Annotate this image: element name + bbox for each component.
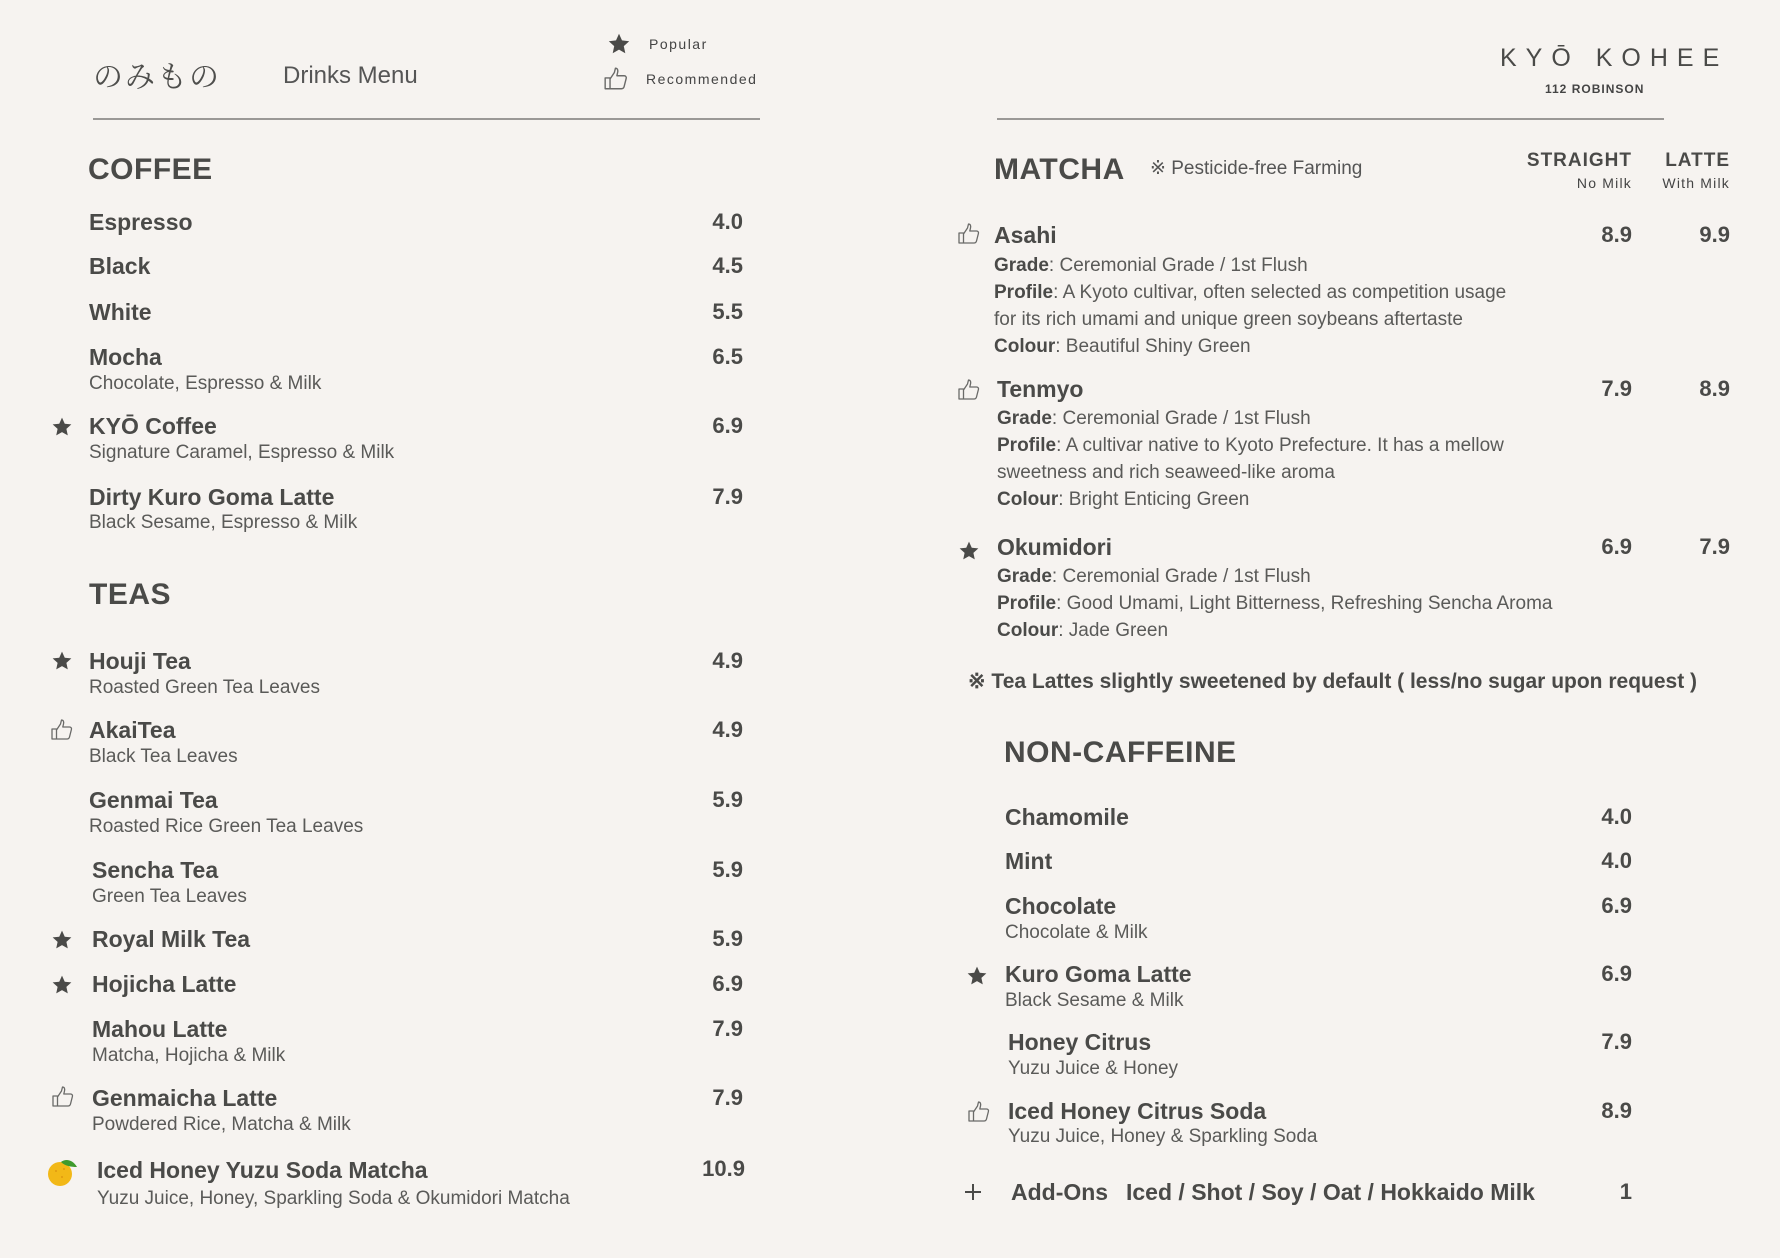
legend-popular <box>607 32 708 56</box>
tea-item-price: 10.9 <box>702 1156 745 1181</box>
tea-item-name: Genmaicha Latte <box>92 1085 278 1111</box>
tea-item-price: 5.9 <box>712 926 743 951</box>
star-icon <box>51 929 73 951</box>
thumbs-up-icon <box>967 1100 991 1124</box>
tea-item-desc: Powdered Rice, Matcha & Milk <box>92 1114 351 1135</box>
matcha-note: ※ Pesticide-free Farming <box>1150 158 1363 179</box>
tea-item-price: 5.9 <box>712 857 743 882</box>
noncaf-item-price: 6.9 <box>1601 893 1632 918</box>
tea-item-name: Iced Honey Yuzu Soda Matcha <box>97 1157 428 1183</box>
noncaf-item-name: Mint <box>1005 848 1053 874</box>
tea-item-name: Mahou Latte <box>92 1016 228 1042</box>
tea-item-price: 4.9 <box>712 648 743 673</box>
noncaf-item-desc: Yuzu Juice & Honey <box>1008 1058 1179 1079</box>
tea-item-desc: Roasted Rice Green Tea Leaves <box>89 816 364 837</box>
matcha-profile-cont: sweetness and rich seaweed-like aroma <box>997 462 1335 483</box>
section-title-coffee: COFFEE <box>88 153 213 186</box>
matcha-colour: Colour: Beautiful Shiny Green <box>994 336 1251 357</box>
tea-item-name: Houji Tea <box>89 648 191 674</box>
thumbs-up-icon <box>50 718 74 742</box>
star-icon <box>51 974 73 996</box>
coffee-item-price: 4.5 <box>712 253 743 278</box>
matcha-grade: Grade: Ceremonial Grade / 1st Flush <box>997 408 1311 429</box>
coffee-item-name: White <box>89 299 152 325</box>
plus-icon <box>964 1183 982 1201</box>
noncaf-item-desc: Black Sesame & Milk <box>1005 990 1184 1011</box>
noncaf-item-name: Honey Citrus <box>1008 1029 1152 1055</box>
tea-item-price: 5.9 <box>712 787 743 812</box>
star-icon <box>966 965 988 987</box>
coffee-item-name: Mocha <box>89 344 162 370</box>
matcha-price-latte: 9.9 <box>1699 222 1730 247</box>
coffee-item-name: Espresso <box>89 209 193 235</box>
brand-location: 112 ROBINSON <box>1545 82 1645 96</box>
japanese-title: のみもの <box>93 60 221 95</box>
thumbs-up-icon <box>51 1085 75 1109</box>
column-header-straight: STRAIGHT <box>1526 150 1632 171</box>
coffee-item-desc: Chocolate, Espresso & Milk <box>89 373 322 394</box>
column-sub-straight: No Milk <box>1576 175 1632 191</box>
coffee-item-price: 7.9 <box>712 484 743 509</box>
noncaf-item-name: Kuro Goma Latte <box>1005 961 1192 987</box>
legend-label: Recommended <box>646 71 758 87</box>
coffee-item-name: Dirty Kuro Goma Latte <box>89 484 335 510</box>
matcha-item-name: Asahi <box>994 222 1057 248</box>
coffee-item-name: Black <box>89 253 151 279</box>
section-title-matcha: MATCHA <box>994 153 1125 186</box>
header-divider-left <box>93 118 760 120</box>
matcha-item-name: Okumidori <box>997 534 1113 560</box>
coffee-item-price: 6.5 <box>712 344 743 369</box>
column-header-latte: LATTE <box>1665 150 1730 171</box>
star-icon <box>958 540 980 562</box>
noncaf-item-price: 8.9 <box>1601 1098 1632 1123</box>
tea-item-name: Sencha Tea <box>92 857 219 883</box>
tea-item-price: 7.9 <box>712 1085 743 1110</box>
matcha-profile: Profile: A Kyoto cultivar, often selected as competition usage <box>994 282 1507 303</box>
noncaf-item-price: 6.9 <box>1601 961 1632 986</box>
matcha-grade: Grade: Ceremonial Grade / 1st Flush <box>997 566 1311 587</box>
coffee-item-desc: Black Sesame, Espresso & Milk <box>89 512 358 533</box>
coffee-item-name: KYŌ Coffee <box>89 413 217 439</box>
matcha-price-straight: 8.9 <box>1601 222 1632 247</box>
noncaf-item-desc: Chocolate & Milk <box>1005 922 1148 943</box>
matcha-profile-cont: for its rich umami and unique green soybeans aftertaste <box>994 309 1463 330</box>
matcha-colour: Colour: Jade Green <box>997 620 1169 641</box>
tea-item-name: Hojicha Latte <box>92 971 237 997</box>
coffee-item-price: 6.9 <box>712 413 743 438</box>
thumbs-up-icon <box>603 66 629 92</box>
latte-sweetness-note: ※ Tea Lattes slightly sweetened by default ( less/no sugar upon request ) <box>968 670 1698 693</box>
star-icon <box>51 650 73 672</box>
star-icon <box>51 416 73 438</box>
noncaf-item-price: 4.0 <box>1601 804 1632 829</box>
legend-label: Popular <box>649 36 708 52</box>
tea-item-desc: Roasted Green Tea Leaves <box>89 677 320 698</box>
section-title-teas: TEAS <box>89 578 172 611</box>
tea-item-price: 7.9 <box>712 1016 743 1041</box>
tea-item-desc: Green Tea Leaves <box>92 886 247 907</box>
tea-item-price: 4.9 <box>712 717 743 742</box>
tea-item-price: 6.9 <box>712 971 743 996</box>
noncaf-item-name: Iced Honey Citrus Soda <box>1008 1098 1267 1124</box>
menu-subtitle: Drinks Menu <box>283 62 418 89</box>
column-sub-latte: With Milk <box>1662 175 1730 191</box>
coffee-item-desc: Signature Caramel, Espresso & Milk <box>89 442 395 463</box>
thumbs-up-icon <box>957 222 981 246</box>
addons-options: Iced / Shot / Soy / Oat / Hokkaido Milk <box>1126 1179 1535 1205</box>
header-divider-right <box>997 118 1664 120</box>
noncaf-item-name: Chamomile <box>1005 804 1129 830</box>
tea-item-desc: Yuzu Juice, Honey, Sparkling Soda & Okumidori Matcha <box>97 1188 570 1209</box>
matcha-price-straight: 7.9 <box>1601 376 1632 401</box>
matcha-grade: Grade: Ceremonial Grade / 1st Flush <box>994 255 1308 276</box>
coffee-item-price: 4.0 <box>712 209 743 234</box>
matcha-colour: Colour: Bright Enticing Green <box>997 489 1250 510</box>
noncaf-item-name: Chocolate <box>1005 893 1117 919</box>
tea-item-name: Genmai Tea <box>89 787 218 813</box>
tea-item-name: Royal Milk Tea <box>92 926 251 952</box>
coffee-item-price: 5.5 <box>712 299 743 324</box>
matcha-profile: Profile: Good Umami, Light Bitterness, Refreshing Sencha Aroma <box>997 593 1553 614</box>
noncaf-item-price: 4.0 <box>1601 848 1632 873</box>
matcha-item-name: Tenmyo <box>997 376 1084 402</box>
tea-item-desc: Black Tea Leaves <box>89 746 238 767</box>
matcha-price-straight: 6.9 <box>1601 534 1632 559</box>
matcha-profile: Profile: A cultivar native to Kyoto Prefecture. It has a mellow <box>997 435 1504 456</box>
noncaf-item-desc: Yuzu Juice, Honey & Sparkling Soda <box>1008 1126 1318 1147</box>
brand-name: KYŌ KOHEE <box>1500 44 1729 72</box>
tea-item-name: AkaiTea <box>89 717 176 743</box>
addons-price: 1 <box>1619 1179 1632 1204</box>
star-icon <box>607 32 631 56</box>
section-title-non-caffeine: NON-CAFFEINE <box>1004 736 1237 769</box>
addons-label: Add-Ons <box>1011 1179 1109 1205</box>
noncaf-item-price: 7.9 <box>1601 1029 1632 1054</box>
legend-recommended <box>603 66 757 92</box>
matcha-price-latte: 8.9 <box>1699 376 1730 401</box>
thumbs-up-icon <box>957 378 981 402</box>
yuzu-icon <box>46 1157 80 1187</box>
tea-item-desc: Matcha, Hojicha & Milk <box>92 1045 286 1066</box>
matcha-price-latte: 7.9 <box>1699 534 1730 559</box>
